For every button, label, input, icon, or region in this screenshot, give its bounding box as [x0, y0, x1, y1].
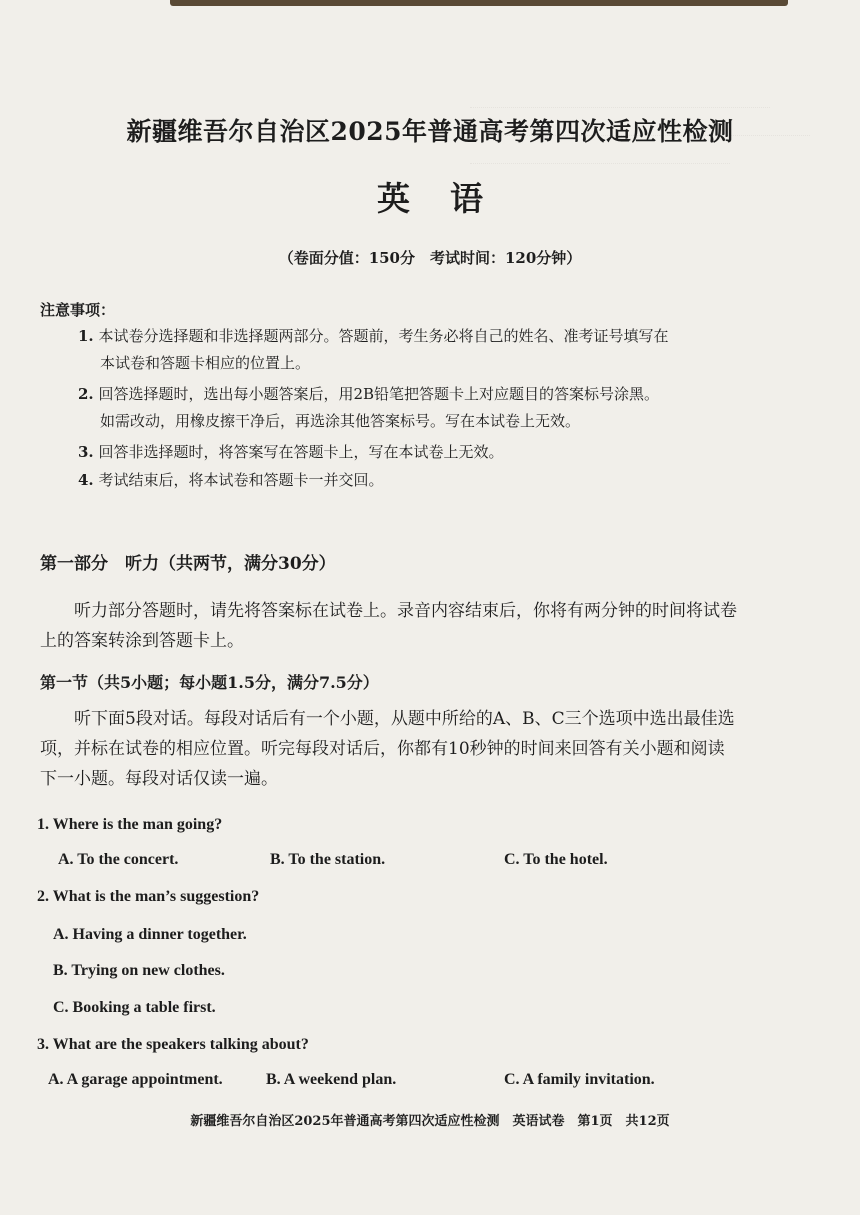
note-text: 回答非选择题时，将答案写在答题卡上，写在本试卷上无效。 [98, 443, 504, 461]
instruction-line: 上的答案转涂到答题卡上。 [40, 631, 244, 651]
instruction-line: 听力部分答题时，请先将答案标在试卷上。录音内容结束后，你将有两分钟的时间将试卷 [74, 601, 737, 621]
subject-title: 英语 [377, 179, 523, 218]
part-one-heading: 第一部分 听力（共两节，满分30分） [40, 554, 336, 574]
exam-info: （卷面分值：150分 考试时间：120分钟） [278, 249, 582, 267]
part-one-instructions [40, 596, 810, 656]
instruction-line: 项，并标在试卷的相应位置。听完每段对话后，你都有10秒钟的时间来回答有关小题和阅读 [40, 739, 725, 759]
question-option: A. To the concert. [58, 851, 179, 868]
question-option: C. To the hotel. [504, 851, 608, 868]
notes-heading: 注意事项： [40, 301, 116, 319]
note-text: 本试卷分选择题和非选择题两部分。答题前，考生务必将自己的姓名、准考证号填写在 [98, 327, 669, 345]
note-number: 1. [78, 327, 94, 345]
note-text: 本试卷和答题卡相应的位置上。 [100, 354, 311, 372]
question-option: C. A family invitation. [504, 1071, 655, 1088]
note-item [78, 323, 798, 377]
note-item [78, 439, 798, 466]
question-stem: 2. What is the man’s suggestion? [37, 888, 260, 905]
question-option: A. A garage appointment. [48, 1071, 223, 1088]
exam-title: 新疆维吾尔自治区2025年普通高考第四次适应性检测 [126, 117, 734, 146]
note-number: 3. [78, 443, 94, 461]
question-stem: 1. Where is the man going? [37, 816, 223, 833]
note-number: 2. [78, 385, 94, 403]
note-item [78, 381, 798, 435]
question-option: B. To the station. [270, 851, 386, 868]
instruction-line: 听下面5段对话。每段对话后有一个小题，从题中所给的A、B、C三个选项中选出最佳选 [74, 709, 735, 729]
note-item [78, 467, 798, 494]
section-one-heading: 第一节（共5小题；每小题1.5分，满分7.5分） [40, 673, 379, 692]
question-option: A. Having a dinner together. [53, 926, 247, 943]
question-option: C. Booking a table first. [53, 999, 216, 1016]
page-footer: 新疆维吾尔自治区2025年普通高考第四次适应性检测 英语试卷 第1页 共12页 [190, 1114, 670, 1129]
note-text: 考试结束后，将本试卷和答题卡一并交回。 [98, 471, 384, 489]
note-text: 回答选择题时，选出每小题答案后，用2B铅笔把答题卡上对应题目的答案标号涂黑。 [98, 385, 660, 403]
note-number: 4. [78, 471, 94, 489]
question-option: B. Trying on new clothes. [53, 962, 225, 979]
note-text: 如需改动，用橡皮擦干净后，再选涂其他答案标号。写在本试卷上无效。 [100, 412, 581, 430]
question-option: B. A weekend plan. [266, 1071, 397, 1088]
question-stem: 3. What are the speakers talking about? [37, 1036, 309, 1053]
instruction-line: 下一小题。每段对话仅读一遍。 [40, 769, 278, 789]
section-one-instructions [40, 704, 810, 794]
